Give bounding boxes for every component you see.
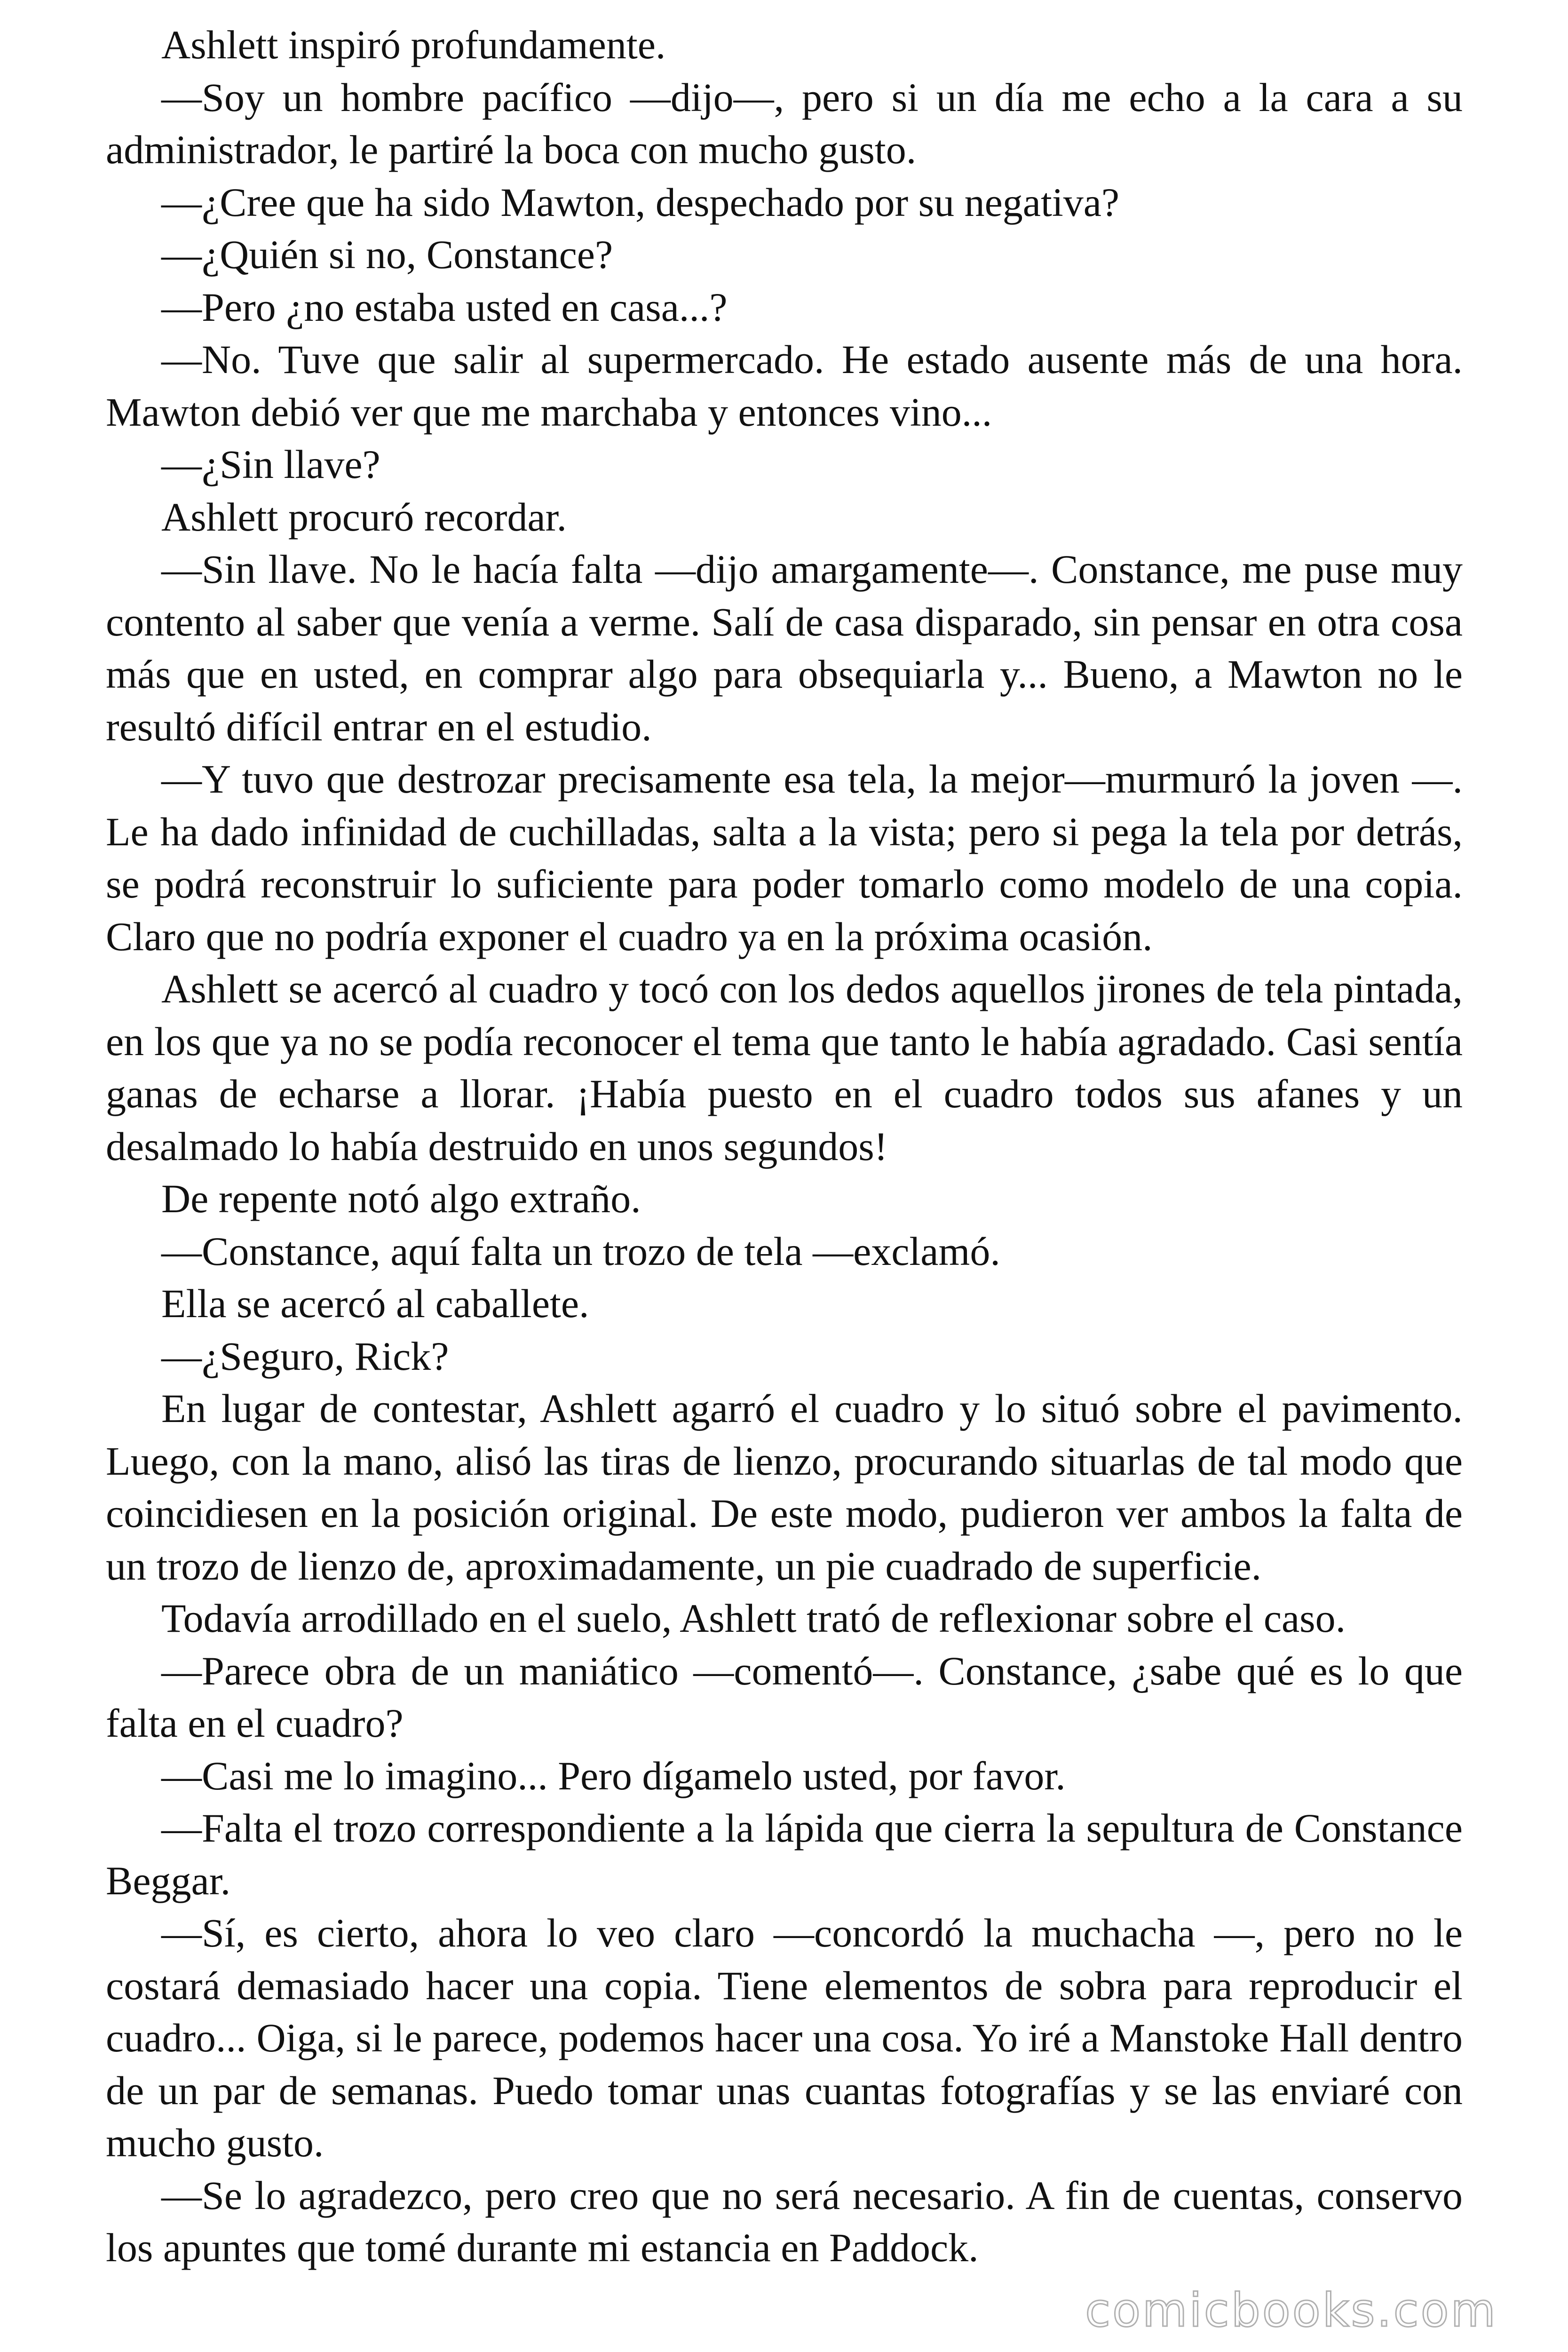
paragraph: —Soy un hombre pacífico —dijo—, pero si un día me echo a la cara a su administrador, le partiré la boca con mucho gusto. [106, 74, 1463, 172]
paragraph: —¿Quién si no, Constance? [161, 232, 613, 277]
paragraph: Todavía arrodillado en el suelo, Ashlett trató de reflexionar sobre el caso. [161, 1596, 1346, 1641]
paragraph: —Se lo agradezco, pero creo que no será necesario. A fin de cuentas, conservo los apuntes que tomé durante mi estancia en Paddock. [106, 2172, 1463, 2270]
watermark: comicbooks.com [1085, 2284, 1497, 2337]
paragraph: —No. Tuve que salir al supermercado. He estado ausente más de una hora. Mawton debió ver que me marchaba y entonces vino... [106, 337, 1463, 435]
paragraph: —Y tuvo que destrozar precisamente esa tela, la mejor—murmuró la joven —. Le ha dado infinidad de cuchilladas, salta a la vista; pero si pega la tela por detrás, se podrá reconstruir lo suficiente para poder tomarlo como modelo de una copia. Claro que no podría exponer el cuadro ya en la próxima ocasión. [106, 756, 1463, 959]
page-text [106, 19, 1463, 2274]
paragraph: Ashlett inspiró profundamente. [161, 22, 666, 67]
paragraph: Ashlett procuró recordar. [161, 494, 567, 540]
paragraph: —Sin llave. No le hacía falta —dijo amargamente—. Constance, me puse muy contento al saber que venía a verme. Salí de casa disparado, sin pensar en otra cosa más que en usted, en comprar algo para obsequiarla y... Bueno, a Mawton no le resultó difícil entrar en el estudio. [106, 547, 1463, 749]
paragraph: —¿Seguro, Rick? [161, 1333, 449, 1379]
paragraph: De repente notó algo extraño. [161, 1176, 641, 1221]
paragraph: —Falta el trozo correspondiente a la lápida que cierra la sepultura de Constance Beggar. [106, 1805, 1463, 1903]
paragraph: —¿Sin llave? [161, 442, 380, 487]
paragraph: —Parece obra de un maniático —comentó—. Constance, ¿sabe qué es lo que falta en el cuadro? [106, 1648, 1463, 1746]
paragraph: —Casi me lo imagino... Pero dígamelo usted, por favor. [161, 1753, 1066, 1798]
paragraph: Ella se acercó al caballete. [161, 1281, 589, 1326]
paragraph: En lugar de contestar, Ashlett agarró el cuadro y lo situó sobre el pavimento. Luego, con la mano, alisó las tiras de lienzo, procurando situarlas de tal modo que coincidiesen en la posición original. De este modo, pudieron ver ambos la falta de un trozo de lienzo de, aproximadamente, un pie cuadrado de superficie. [106, 1386, 1463, 1589]
paragraph: —Pero ¿no estaba usted en casa...? [161, 284, 728, 330]
paragraph: Ashlett se acercó al cuadro y tocó con los dedos aquellos jirones de tela pintada, en los que ya no se podía reconocer el tema que tanto le había agradado. Casi sentía ganas de echarse a llorar. ¡Había puesto en el cuadro todos sus afanes y un desalmado lo había destruido en unos segundos! [106, 966, 1463, 1169]
paragraph: —¿Cree que ha sido Mawton, despechado por su negativa? [161, 179, 1120, 225]
paragraph: —Sí, es cierto, ahora lo veo claro —concordó la muchacha —, pero no le costará demasiado hacer una copia. Tiene elementos de sobra para reproducir el cuadro... Oiga, si le parece, podemos hacer una cosa. Yo iré a Manstoke Hall dentro de un par de semanas. Puedo tomar unas cuantas fotografías y se las enviaré con mucho gusto. [106, 1910, 1463, 2165]
paragraph: —Constance, aquí falta un trozo de tela —exclamó. [161, 1228, 1000, 1274]
